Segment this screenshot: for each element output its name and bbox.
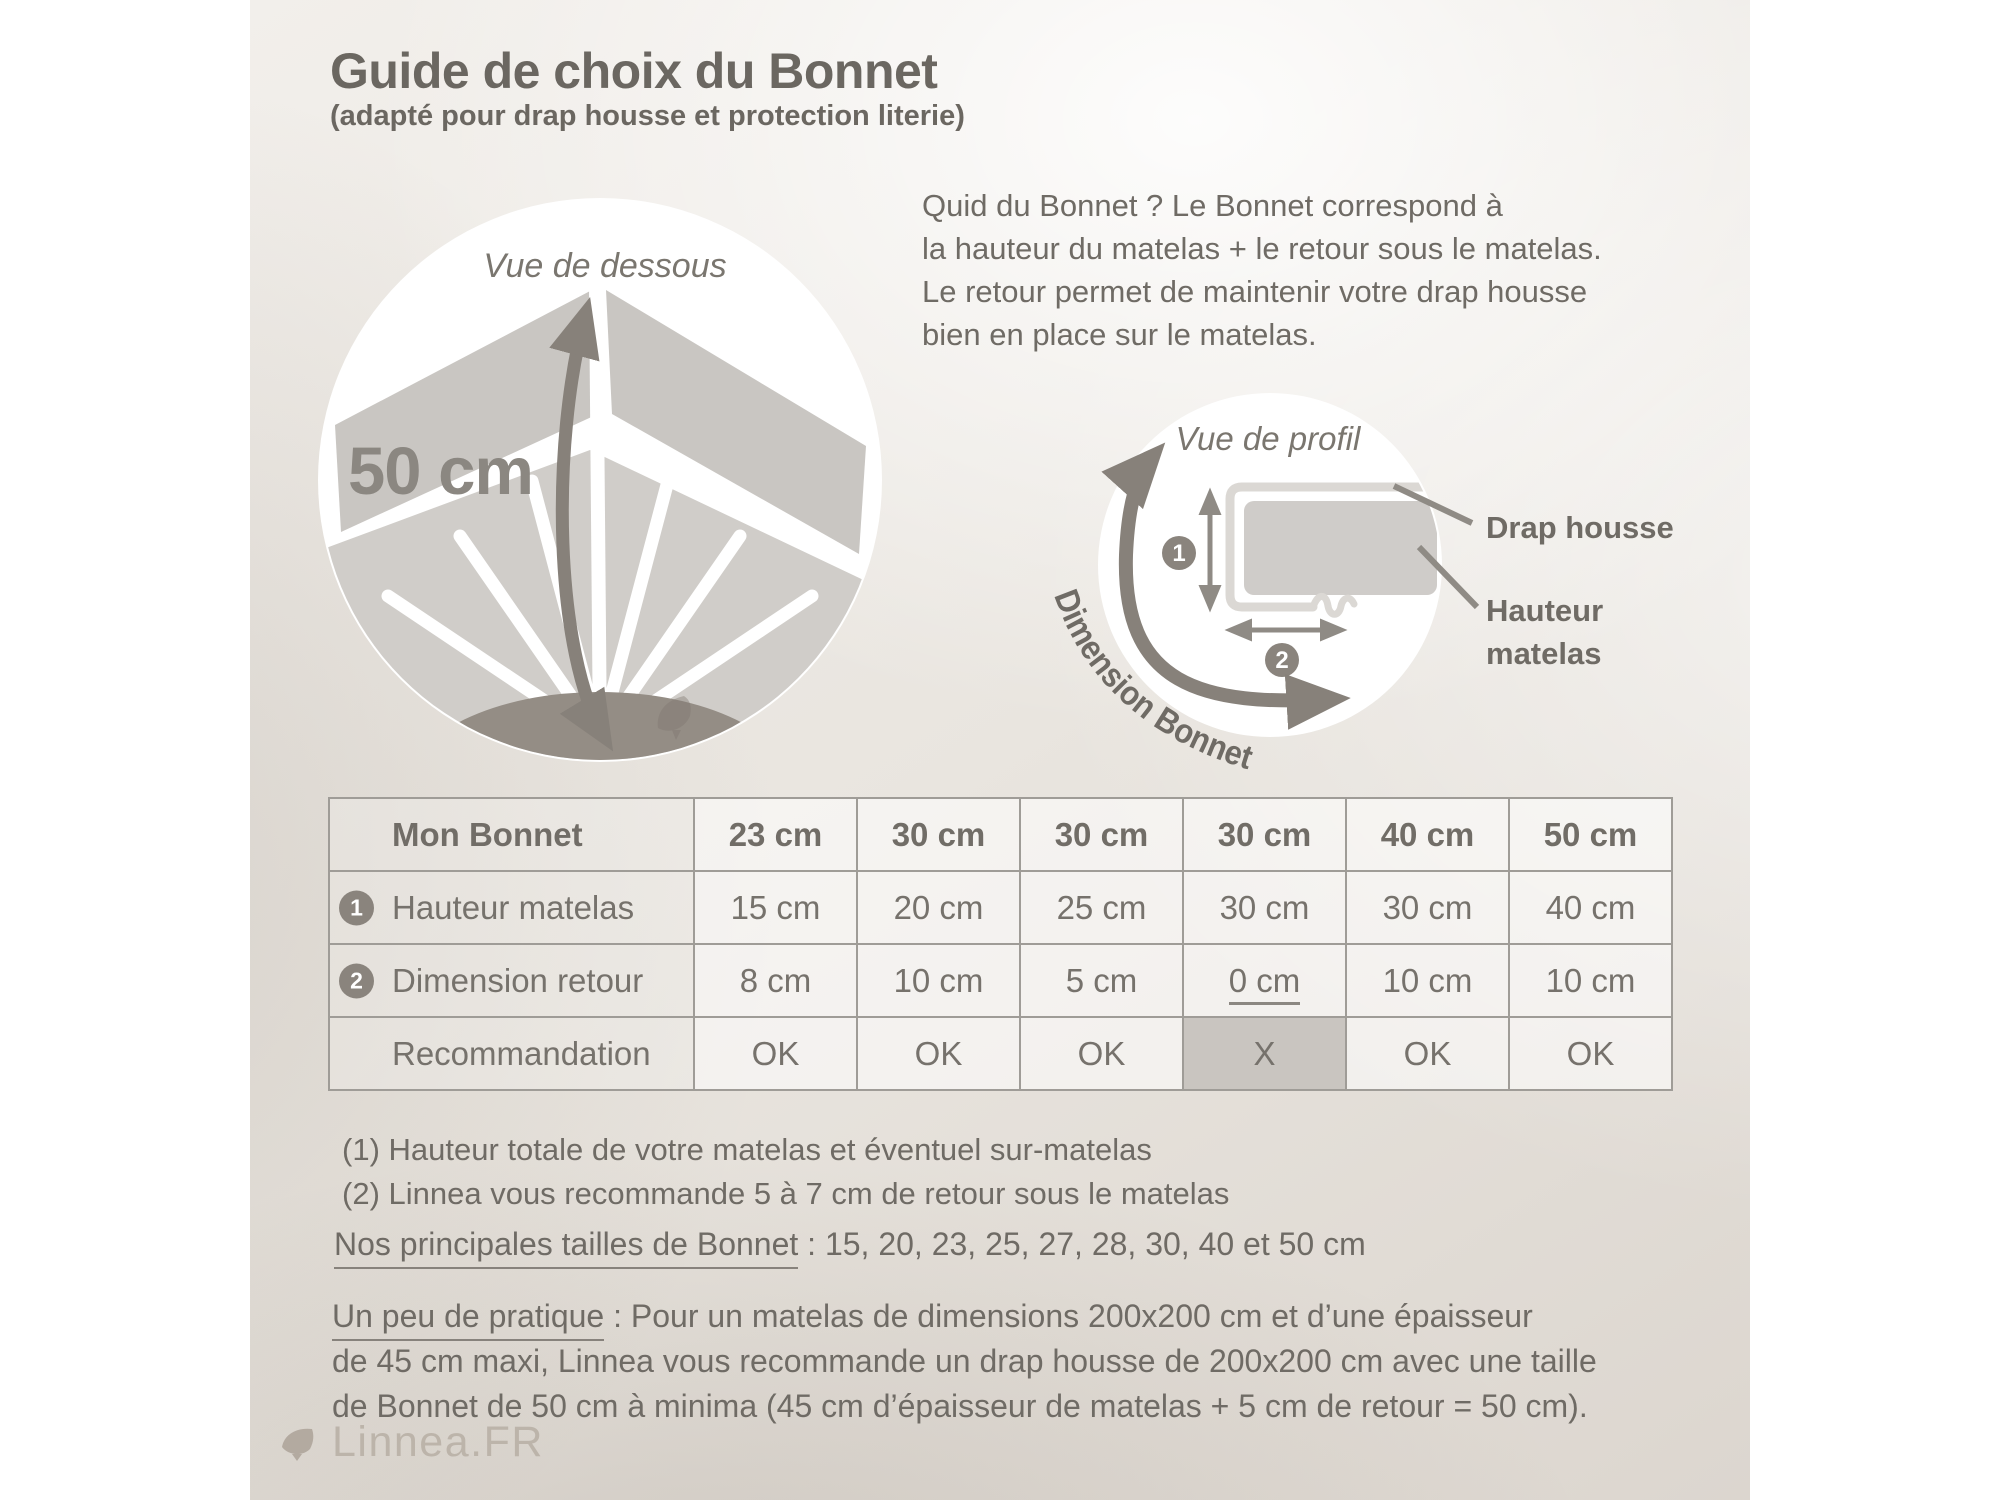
drap-housse-callout: Drap housse <box>1486 510 1674 545</box>
practice-line-1-rest: : Pour un matelas de dimensions 200x200 cm et d’une épaisseur <box>604 1298 1533 1334</box>
table-cell: 15 cm <box>694 871 857 944</box>
intro-paragraph <box>922 184 1602 356</box>
badge-2-number: 2 <box>1275 647 1289 674</box>
table-header-cell: 30 cm <box>1183 798 1346 871</box>
practice-line-2: de 45 cm maxi, Linnea vous recommande un drap housse de 200x200 cm avec une taille <box>332 1343 1597 1379</box>
table-cell: 30 cm <box>1346 871 1509 944</box>
dessous-caption: Vue de dessous <box>483 247 727 285</box>
mattress-underside-illustration <box>318 198 882 762</box>
table-cell: 40 cm <box>1509 871 1672 944</box>
mattress-side-view <box>1244 501 1437 595</box>
badge-1-icon: 1 <box>339 890 374 925</box>
page-title: Guide de choix du Bonnet <box>330 43 938 99</box>
mattress-profile-illustration <box>840 355 1500 825</box>
table-cell: OK <box>694 1017 857 1090</box>
infographic-canvas <box>250 0 1750 1500</box>
table-cell <box>1183 944 1346 1017</box>
table-cell: 10 cm <box>1509 944 1672 1017</box>
table-header-cell: 30 cm <box>857 798 1020 871</box>
table-cell: OK <box>857 1017 1020 1090</box>
bonnet-table <box>328 797 1673 1091</box>
intro-line: bien en place sur le matelas. <box>922 317 1317 352</box>
table-header-cell: 40 cm <box>1346 798 1509 871</box>
table-header-cell: 50 cm <box>1509 798 1672 871</box>
practice-line-3: de Bonnet de 50 cm à minima (45 cm d’épaisseur de matelas + 5 cm de retour = 50 cm). <box>332 1388 1588 1424</box>
intro-line: Quid du Bonnet ? Le Bonnet correspond à <box>922 188 1503 223</box>
table-cell: 5 cm <box>1020 944 1183 1017</box>
table-row-recommandation <box>329 1017 1672 1090</box>
dimension-bonnet-curved-label: Dimension Bonnet <box>1046 584 1259 778</box>
corner-seam-line <box>596 286 600 746</box>
logo-text: Linnea.FR <box>332 1418 544 1466</box>
table-header-cell: 23 cm <box>694 798 857 871</box>
footnotes <box>342 1128 1229 1216</box>
sizes-line <box>334 1226 1366 1263</box>
table-cell: 25 cm <box>1020 871 1183 944</box>
table-cell: OK <box>1020 1017 1183 1090</box>
table-row-dimension-retour <box>329 944 1672 1017</box>
practice-underlined: Un peu de pratique <box>332 1298 604 1341</box>
table-header-label: Mon Bonnet <box>329 798 694 871</box>
practice-paragraph <box>332 1294 1597 1429</box>
dessous-diagram <box>318 198 882 762</box>
sizes-line-underlined: Nos principales tailles de Bonnet <box>334 1226 798 1269</box>
underlined-value: 0 cm <box>1229 962 1301 1005</box>
table-cell: 8 cm <box>694 944 857 1017</box>
profil-diagram <box>840 355 1500 825</box>
badge-2-icon: 2 <box>339 963 374 998</box>
table-cell: 30 cm <box>1183 871 1346 944</box>
hauteur-matelas-callout: Hauteur matelas <box>1486 593 1604 671</box>
table-cell: 10 cm <box>1346 944 1509 1017</box>
intro-line: la hauteur du matelas + le retour sous le matelas. <box>922 231 1602 266</box>
row-label: Hauteur matelas <box>392 888 635 926</box>
page-subtitle: (adapté pour drap housse et protection literie) <box>330 100 965 132</box>
profil-caption: Vue de profil <box>1175 420 1361 457</box>
footnote-1: (1) Hauteur totale de votre matelas et éventuel sur-matelas <box>342 1132 1152 1167</box>
badge-1-number: 1 <box>1172 540 1186 567</box>
row-label-cell <box>329 944 694 1017</box>
leaf-icon <box>278 1423 318 1463</box>
table-header-cell: 30 cm <box>1020 798 1183 871</box>
sizes-line-rest: : 15, 20, 23, 25, 27, 28, 30, 40 et 50 cm <box>798 1226 1366 1262</box>
rejected-cell: X <box>1183 1017 1346 1090</box>
table-cell: OK <box>1346 1017 1509 1090</box>
row-label-cell <box>329 871 694 944</box>
table-row-hauteur-matelas <box>329 871 1672 944</box>
table-cell: OK <box>1509 1017 1672 1090</box>
footnote-2: (2) Linnea vous recommande 5 à 7 cm de retour sous le matelas <box>342 1176 1230 1211</box>
row-label: Dimension retour <box>392 961 644 999</box>
table-cell: 20 cm <box>857 871 1020 944</box>
table-cell: 10 cm <box>857 944 1020 1017</box>
dessous-measure-label: 50 cm <box>348 434 533 509</box>
table-header-row <box>329 798 1672 871</box>
brand-logo <box>278 1418 544 1467</box>
practice-line-1 <box>332 1294 1597 1339</box>
intro-line: Le retour permet de maintenir votre drap housse <box>922 274 1588 309</box>
row-label-cell: Recommandation <box>329 1017 694 1090</box>
